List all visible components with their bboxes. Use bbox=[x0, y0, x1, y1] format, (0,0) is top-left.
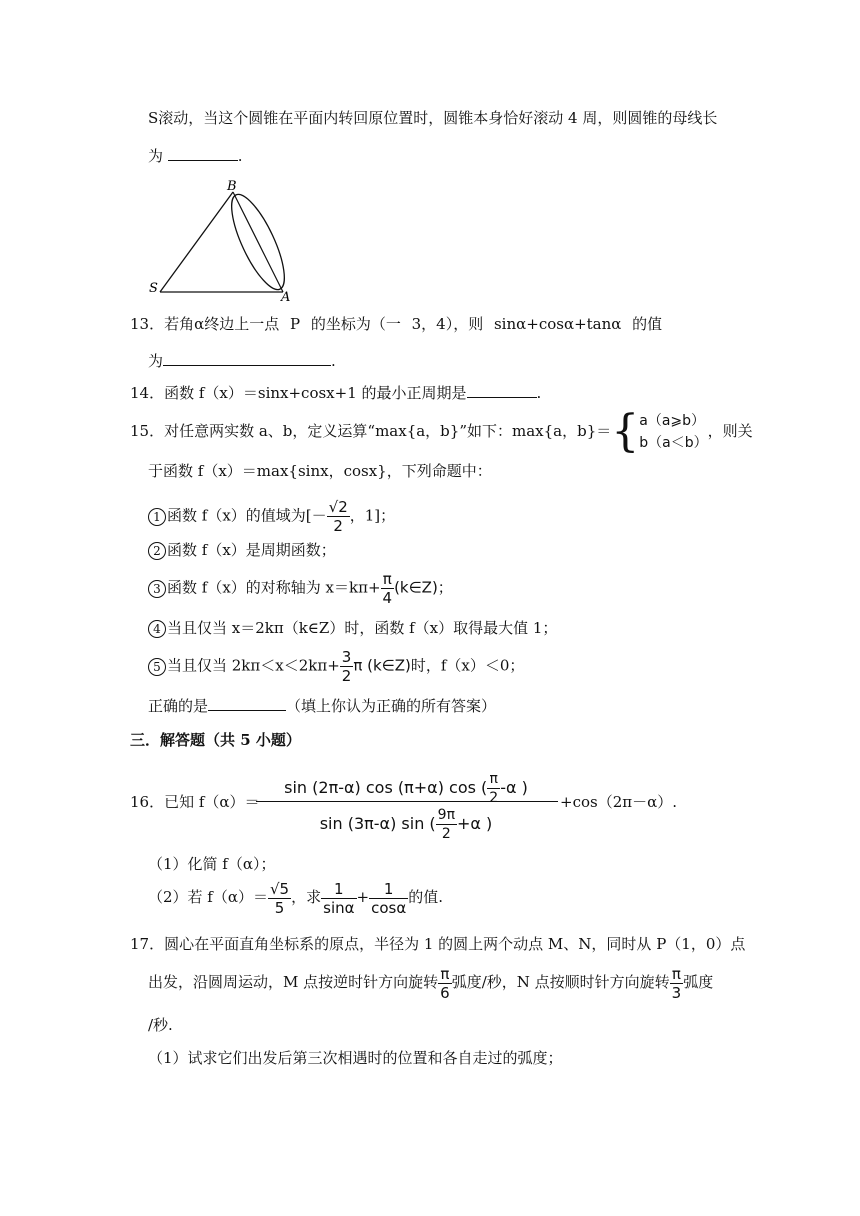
p15-item-2-text: 函数 f（x）是周期函数； bbox=[167, 541, 336, 559]
p12-line2 bbox=[148, 146, 243, 166]
p16-q2-plus: + bbox=[356, 888, 370, 906]
p15-item-5-num: 5 bbox=[148, 658, 166, 676]
p15-item-2 bbox=[148, 540, 336, 560]
p16-q2-frac-sin bbox=[321, 880, 356, 917]
p15-item-1-den: 2 bbox=[333, 517, 343, 535]
p14-text: 14．函数 f（x）＝sinx+cosx+1 的最小正周期是 bbox=[130, 384, 467, 402]
p15-item-3-pi: π bbox=[381, 570, 395, 589]
p16-q2-pre: （2）若 f（α）＝ bbox=[148, 888, 268, 906]
p16-q1: （1）化简 f（α）； bbox=[148, 855, 276, 873]
p13-line1: 13．若角α终边上一点 P 的坐标为（一 3，4），则 sinα+cosα+tanα 的值 bbox=[130, 315, 663, 333]
p13-line2 bbox=[148, 351, 336, 371]
p13-line2-post: . bbox=[331, 352, 336, 370]
p15-item-5-text: 当且仅当 2kπ＜x＜2kπ+ bbox=[167, 656, 340, 675]
p15-line1 bbox=[130, 406, 753, 457]
p15-item-1 bbox=[148, 498, 395, 535]
p16-den-frac bbox=[436, 806, 457, 843]
label-b: B bbox=[227, 179, 237, 194]
p15-item-3-text: 函数 f（x）的对称轴为 x＝kπ+ bbox=[167, 578, 381, 597]
cone-edge-sb bbox=[160, 192, 233, 292]
p16-fraction-bar bbox=[256, 801, 558, 802]
p15-answer-blank bbox=[208, 696, 286, 711]
p13-answer-blank bbox=[163, 351, 331, 366]
p14-line bbox=[130, 383, 541, 403]
p16-q2-one-a: 1 bbox=[321, 880, 356, 899]
p12-answer-blank bbox=[168, 146, 238, 161]
p15-item-1-frac bbox=[327, 498, 350, 535]
p17-three: 3 bbox=[671, 983, 682, 1002]
p12-line1: S滚动，当这个圆锥在平面内转回原位置时，圆锥本身恰好滚动 4 周，则圆锥的母线长 bbox=[148, 109, 718, 127]
p15-item-2-num: 2 bbox=[148, 542, 166, 560]
p13-line2-pre: 为 bbox=[148, 352, 164, 370]
p15-item-5 bbox=[148, 648, 524, 685]
p15-answer-line bbox=[148, 696, 496, 716]
p17-frac-m bbox=[438, 965, 452, 1002]
p15-cases bbox=[639, 410, 707, 454]
p16-q2-cos: cosα bbox=[371, 898, 407, 917]
p16-q2-frac-given bbox=[268, 880, 291, 917]
p15-item-1-text: 函数 f（x）的值域为[－ bbox=[167, 506, 327, 525]
p15-item-5-den: 2 bbox=[341, 667, 352, 685]
p12-line2-post: . bbox=[237, 147, 243, 165]
p15-case1: a（a⩾b） bbox=[639, 413, 706, 429]
p16-num-pi: π bbox=[487, 770, 500, 789]
p17-frac-n bbox=[670, 965, 684, 1002]
p16-q2-sqrt5: √5 bbox=[270, 879, 290, 898]
p16-q2-five: 5 bbox=[274, 898, 285, 917]
p15-item-5-tail2: 时，f（x）＜0； bbox=[410, 656, 525, 675]
p16-numerator-text: sin (2π-α) cos (π+α) cos ( bbox=[284, 778, 488, 797]
label-s: S bbox=[149, 281, 158, 296]
p15-item-3-num: 3 bbox=[148, 580, 166, 598]
p15-item-1-num: 1 bbox=[148, 508, 166, 526]
p15-item-3-frac bbox=[381, 570, 395, 607]
p15-item-3 bbox=[148, 570, 453, 607]
p15-item-5-frac bbox=[340, 648, 354, 685]
p15-post: ，则关 bbox=[707, 422, 753, 440]
p16-post: +cos（2π－α）. bbox=[560, 793, 677, 811]
p15-item-1-tail: ，1]； bbox=[349, 506, 396, 525]
p15-line2: 于函数 f（x）＝max{sinx，cosx}，下列命题中： bbox=[148, 462, 492, 480]
p17-pi-a: π bbox=[438, 965, 452, 984]
p15-item-1-num-sqrt: √2 bbox=[328, 498, 348, 516]
p14-answer-blank bbox=[467, 383, 537, 398]
section3-title bbox=[130, 730, 301, 750]
p16-q2 bbox=[148, 872, 443, 922]
p17-line2-post: 弧度 bbox=[683, 973, 714, 991]
p12-line2-pre: 为 bbox=[148, 147, 168, 165]
p15-answer-pre: 正确的是 bbox=[148, 697, 209, 715]
p15-item-4-text: 当且仅当 x＝2kπ（k∈Z）时，函数 f（x）取得最大值 1； bbox=[167, 619, 558, 637]
p15-case2: b（a＜b） bbox=[639, 435, 708, 451]
p15-item-5-tail1: π (k∈Z) bbox=[353, 656, 411, 675]
p15-item-3-den: 4 bbox=[382, 589, 393, 607]
p14-end: . bbox=[536, 384, 542, 402]
label-a: A bbox=[281, 290, 291, 302]
p16-q2-frac-cos bbox=[369, 880, 408, 917]
p16-den-9pi: 9π bbox=[437, 807, 456, 823]
p16-den-two: 2 bbox=[441, 826, 451, 842]
p17-line2 bbox=[148, 958, 713, 1006]
p15-item-4-num: 4 bbox=[148, 620, 166, 638]
p16-denominator-text: sin (3π-α) sin ( bbox=[319, 814, 436, 833]
p15-item-3-tail: (k∈Z)； bbox=[394, 578, 453, 597]
p16-q2-one-b: 1 bbox=[369, 880, 408, 899]
p17-line2-pre: 出发，沿圆周运动，M 点按逆时针方向旋转 bbox=[148, 973, 439, 991]
p15-item-5-three: 3 bbox=[341, 648, 352, 666]
p16-pre: 16．已知 f（α）＝ bbox=[130, 793, 260, 811]
p17-line3: /秒. bbox=[148, 1016, 173, 1034]
p17-q1: （1）试求它们出发后第三次相遇时的位置和各自走过的弧度； bbox=[148, 1049, 563, 1067]
cone-figure bbox=[145, 176, 295, 302]
p16-q2-post: 的值. bbox=[408, 888, 444, 906]
p16-num-tail: -α ) bbox=[500, 778, 528, 797]
p16-q2-sin: sinα bbox=[323, 898, 355, 917]
section3-title-text: 三．解答题（共 5 小题） bbox=[130, 731, 301, 749]
p16-den-tail: +α ) bbox=[457, 814, 493, 833]
p17-six: 6 bbox=[440, 983, 450, 1002]
p17-line1: 17．圆心在平面直角坐标系的原点，半径为 1 的圆上两个动点 M、N，同时从 P（1，0）点 bbox=[130, 935, 746, 953]
p16-denominator bbox=[256, 806, 556, 843]
p16-num-two: 2 bbox=[489, 790, 499, 806]
p15-pre: 15．对任意两实数 a、b，定义运算“max{a，b}”如下：max{a，b}＝ bbox=[130, 422, 612, 440]
p16-q2-mid: ，求 bbox=[291, 888, 322, 906]
p15-item-4 bbox=[148, 618, 557, 638]
p17-pi-b: π bbox=[670, 965, 684, 984]
p15-answer-post: （填上你认为正确的所有答案） bbox=[286, 697, 497, 715]
p15-brace: { bbox=[611, 406, 640, 457]
p17-line2-mid: 弧度/秒，N 点按顺时针方向旋转 bbox=[451, 973, 670, 991]
